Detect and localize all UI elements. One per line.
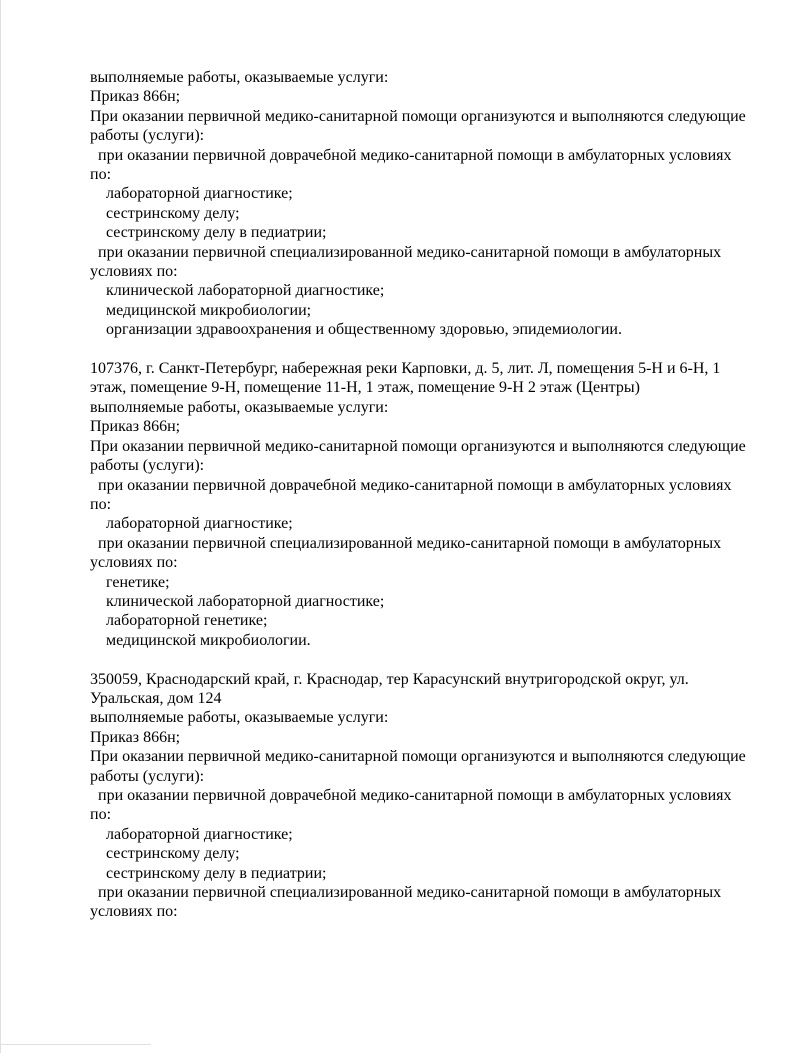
- document-line: по:: [90, 166, 112, 184]
- document-line: 350059, Краснодарский край, г. Краснодар, тер Карасунский внутригородской округ, ул.: [90, 670, 689, 688]
- document-line: Приказ 866н;: [90, 88, 181, 106]
- page-edge-bottom-line: [0, 1044, 151, 1045]
- document-section-services-list-continuation: [90, 68, 765, 340]
- document-line: этаж, помещение 9-Н, помещение 11-Н, 1 этаж, помещение 9-Н 2 этаж (Центры): [90, 379, 640, 397]
- document-line: работы (услуги):: [90, 457, 205, 475]
- document-line: сестринскому делу;: [90, 204, 240, 222]
- document-body: [90, 68, 765, 922]
- document-line: выполняемые работы, оказываемые услуги:: [90, 709, 389, 727]
- document-line: при оказании первичной доврачебной медико-санитарной помощи в амбулаторных условиях: [90, 476, 732, 494]
- document-line: выполняемые работы, оказываемые услуги:: [90, 398, 389, 416]
- document-line: При оказании первичной медико-санитарной помощи организуются и выполняются следующие: [90, 748, 746, 766]
- document-line: лабораторной генетике;: [90, 612, 268, 630]
- document-line: Уральская, дом 124: [90, 689, 222, 707]
- document-line: медицинской микробиологии.: [90, 631, 311, 649]
- document-line: 107376, г. Санкт-Петербург, набережная реки Карповки, д. 5, лит. Л, помещения 5-Н и 6-Н, 1: [90, 360, 721, 378]
- document-line: При оказании первичной медико-санитарной помощи организуются и выполняются следующие: [90, 437, 746, 455]
- document-line: работы (услуги):: [90, 127, 205, 145]
- document-line: При оказании первичной медико-санитарной помощи организуются и выполняются следующие: [90, 107, 746, 125]
- document-line: выполняемые работы, оказываемые услуги:: [90, 69, 389, 86]
- document-line: генетике;: [90, 573, 170, 591]
- document-line: Приказ 866н;: [90, 418, 181, 436]
- document-line: лабораторной диагностике;: [90, 825, 293, 843]
- document-line: медицинской микробиологии;: [90, 301, 312, 319]
- document-line: Приказ 866н;: [90, 728, 181, 746]
- document-section-address-krasnodar: [90, 670, 765, 922]
- document-line: лабораторной диагностике;: [90, 185, 293, 203]
- document-line: при оказании первичной доврачебной медико-санитарной помощи в амбулаторных условиях: [90, 787, 732, 804]
- document-line: по:: [90, 495, 112, 513]
- document-line: при оказании первичной специализированной медико-санитарной помощи в амбулаторных: [90, 243, 722, 261]
- document-line: сестринскому делу;: [90, 845, 240, 863]
- page-edge-left-line: [0, 0, 1, 1053]
- document-line: при оказании первичной специализированной медико-санитарной помощи в амбулаторных: [90, 884, 722, 902]
- document-line: при оказании первичной доврачебной медико-санитарной помощи в амбулаторных условиях: [90, 146, 732, 164]
- document-line: клинической лабораторной диагностике;: [90, 592, 385, 610]
- document-line: при оказании первичной специализированной медико-санитарной помощи в амбулаторных: [90, 534, 722, 552]
- document-line: сестринскому делу в педиатрии;: [90, 224, 327, 242]
- document-line: лабораторной диагностике;: [90, 515, 293, 533]
- document-line: сестринскому делу в педиатрии;: [90, 864, 327, 882]
- document-line: организации здравоохранения и общественному здоровью, эпидемиологии.: [90, 321, 622, 339]
- document-line: клинической лабораторной диагностике;: [90, 282, 385, 300]
- document-line: условиях по:: [90, 903, 178, 921]
- document-line: условиях по:: [90, 263, 178, 281]
- document-section-address-saint-petersburg: [90, 359, 765, 650]
- document-line: по:: [90, 806, 112, 824]
- document-line: условиях по:: [90, 554, 178, 572]
- document-line: работы (услуги):: [90, 767, 205, 785]
